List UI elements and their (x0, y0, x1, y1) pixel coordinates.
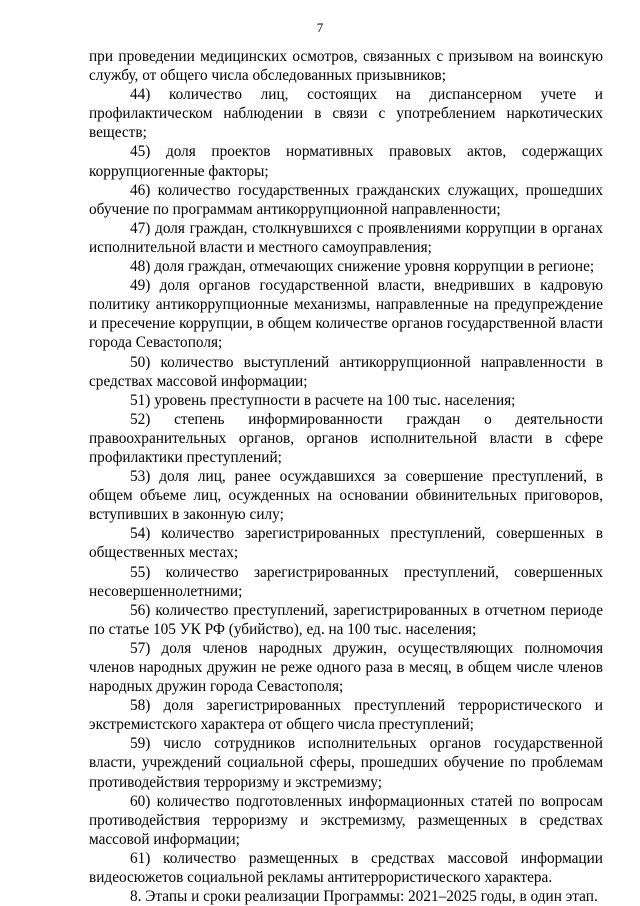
list-item: 59) число сотрудников исполнительных органов государственной власти, учреждений социальной сферы, прошедших обучение по проблемам противодействия терроризму и экстремизму; (89, 735, 603, 791)
list-item: 55) количество зарегистрированных преступлений, совершенных несовершеннолетними; (89, 563, 603, 600)
list-item: 56) количество преступлений, зарегистрированных в отчетном периоде по статье 105 УК РФ (убийство), ед. на 100 тыс. населения; (89, 601, 603, 638)
list-item: 60) количество подготовленных информационных статей по вопросам противодействия терроризму и экстремизму, размещенных в средствах массовой информации; (89, 792, 603, 848)
list-item: 46) количество государственных гражданских служащих, прошедших обучение по программам антикоррупционной направленности; (89, 181, 603, 218)
list-item: 45) доля проектов нормативных правовых актов, содержащих коррупциогенные факторы; (89, 143, 603, 180)
list-item: 58) доля зарегистрированных преступлений террористического и экстремистского характера от общего числа преступлений; (89, 697, 603, 734)
final-paragraph: 8. Этапы и сроки реализации Программы: 2021–2025 годы, в один этап. (130, 888, 598, 906)
list-item: 57) доля членов народных дружин, осуществляющих полномочия членов народных дружин не реже одного раза в месяц, в общем числе членов народных дружин города Севастополя; (89, 639, 603, 696)
list-item: 61) количество размещенных в средствах массовой информации видеосюжетов социальной рекламы антитеррористического характера. (89, 849, 603, 887)
page-number: 7 (316, 20, 324, 35)
list-item: 47) доля граждан, столкнувшихся с проявлениями коррупции в органах исполнительной власти и местного самоуправления; (89, 219, 603, 256)
lead-paragraph: при проведении медицинских осмотров, связанных с призывом на воинскую службу, от общего числа обследованных призывников; (89, 48, 603, 85)
list-item: 50) количество выступлений антикоррупционной направленности в средствах массовой информации; (89, 353, 603, 390)
list-item: 49) доля органов государственной власти, внедривших в кадровую политику антикоррупционные механизмы, направленные на предупреждение и пресечение коррупции, в общем количестве органов государственной власти города Севастополя; (89, 277, 603, 352)
list-item: 44) количество лиц, состоящих на диспансерном учете и профилактическом наблюдении в связи с употреблением наркотических веществ; (89, 86, 603, 142)
list-item: 52) степень информированности граждан о деятельности правоохранительных органов, органов исполнительной власти в сфере профилактики преступлений; (89, 410, 603, 466)
document-body (89, 47, 603, 906)
list-item: 48) доля граждан, отмечающих снижение уровня коррупции в регионе; (130, 258, 595, 276)
list-item: 54) количество зарегистрированных преступлений, совершенных в общественных местах; (89, 525, 603, 562)
list-item: 53) доля лиц, ранее осуждавшихся за совершение преступлений, в общем объеме лиц, осужденных на основании обвинительных приговоров, вступивших в законную силу; (89, 468, 603, 524)
list-item: 51) уровень преступности в расчете на 100 тыс. населения; (130, 391, 516, 409)
